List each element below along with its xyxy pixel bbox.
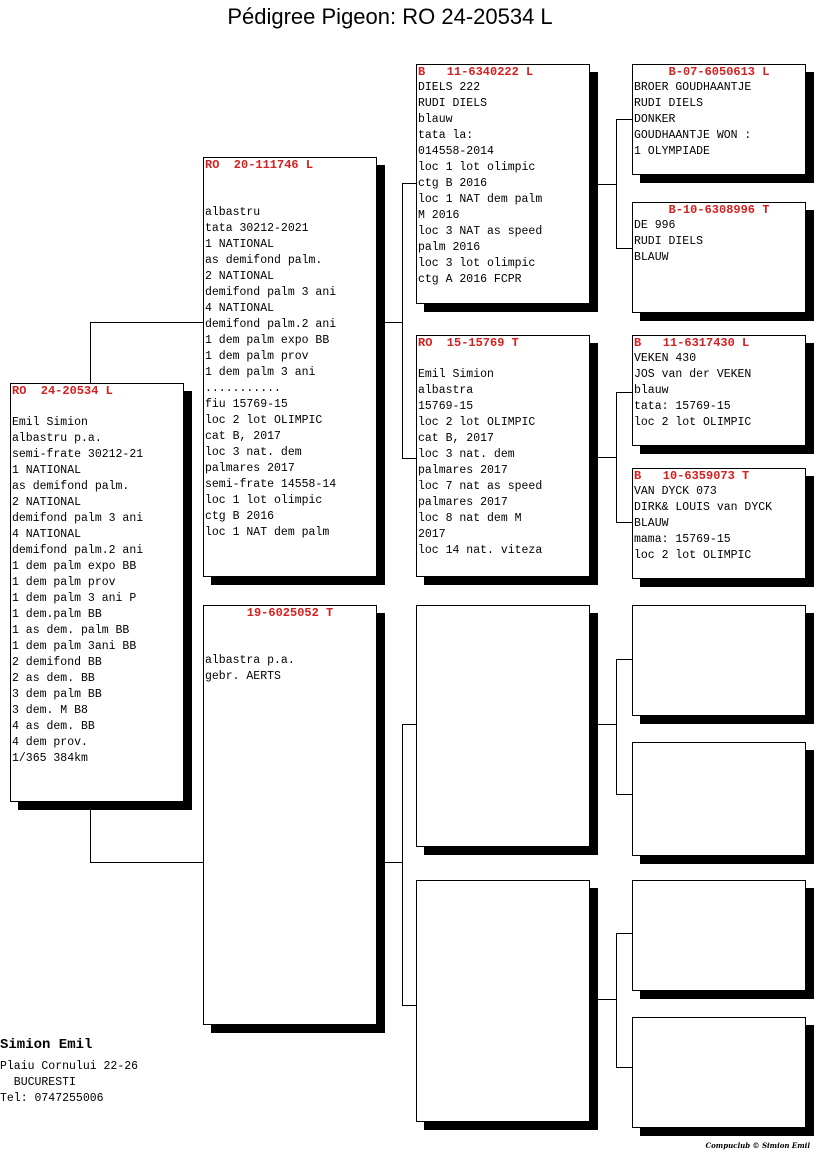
owner-name: Simion Emil <box>0 1037 93 1053</box>
note-line: ctg A 2016 FCPR <box>418 273 522 286</box>
note-line: BLAUW <box>634 251 669 264</box>
note-line: 3 dem. M B8 <box>12 704 88 717</box>
connector <box>402 183 403 459</box>
connector <box>616 794 633 795</box>
note-line: VEKEN 430 <box>634 352 697 365</box>
note-line: as demifond palm. <box>12 480 130 493</box>
subject-card[interactable] <box>10 383 184 802</box>
ring-number: B 11-6317430 L <box>634 336 750 350</box>
note-line: albastra <box>418 384 474 397</box>
connector <box>90 802 91 863</box>
note-line: albastra p.a. <box>205 654 295 667</box>
great-grandparent-card[interactable] <box>632 605 806 716</box>
great-grandparent-card[interactable] <box>632 335 806 446</box>
note-line: fiu 15769-15 <box>205 398 288 411</box>
ring-number: B-07-6050613 L <box>668 65 770 79</box>
note-line <box>418 351 589 367</box>
note-line: Emil Simion <box>12 416 88 429</box>
page-title: Pédigree Pigeon: RO 24-20534 L <box>227 4 553 29</box>
great-grandparent-card[interactable] <box>632 1017 806 1128</box>
note-line: BLAUW <box>634 517 669 530</box>
note-line: loc 2 lot OLIMPIC <box>634 549 752 562</box>
note-line: ctg B 2016 <box>418 177 488 190</box>
note-line: 1 dem palm prov <box>205 350 309 363</box>
note-line: 4 as dem. BB <box>12 720 95 733</box>
note-line: loc 1 lot olimpic <box>205 494 323 507</box>
note-line: loc 7 nat as speed <box>418 480 543 493</box>
note-line: 1 NATIONAL <box>205 238 275 251</box>
great-grandparent-card[interactable] <box>632 64 806 175</box>
dam-card[interactable] <box>203 605 377 1025</box>
sire-sire-card[interactable] <box>416 64 590 304</box>
note-line: 2 NATIONAL <box>205 270 275 283</box>
note-line: 15769-15 <box>418 400 474 413</box>
connector <box>589 724 616 725</box>
note-line: 1 dem palm expo BB <box>205 334 330 347</box>
note-line <box>205 173 376 189</box>
note-line: demifond palm 3 ani <box>12 512 144 525</box>
connector <box>616 659 633 660</box>
note-line: loc 14 nat. viteza <box>418 544 543 557</box>
dam-dam-card[interactable] <box>416 880 590 1122</box>
note-line: demifond palm.2 ani <box>205 318 337 331</box>
connector <box>376 322 402 323</box>
ring-number: 19-6025052 T <box>246 606 334 620</box>
note-line: palmares 2017 <box>418 464 508 477</box>
note-line: 2017 <box>418 528 446 541</box>
note-line: VAN DYCK 073 <box>634 485 717 498</box>
note-line: 1 dem palm prov <box>12 576 116 589</box>
note-line: RUDI DIELS <box>634 235 704 248</box>
great-grandparent-card[interactable] <box>632 742 806 856</box>
note-line: loc 2 lot OLIMPIC <box>205 414 323 427</box>
connector <box>616 248 633 249</box>
note-line: 4 dem prov. <box>12 736 88 749</box>
note-line: semi-frate 30212-21 <box>12 448 144 461</box>
note-line: tata la: <box>418 129 474 142</box>
note-line: 2 NATIONAL <box>12 496 82 509</box>
note-line: blauw <box>418 113 453 126</box>
note-line: blauw <box>634 384 669 397</box>
note-line: semi-frate 14558-14 <box>205 478 337 491</box>
note-line: 2 as dem. BB <box>12 672 95 685</box>
note-line: tata: 15769-15 <box>634 400 731 413</box>
note-line: JOS van der VEKEN <box>634 368 752 381</box>
note-line: 3 dem palm BB <box>12 688 102 701</box>
note-line: 1 dem palm 3 ani P <box>12 592 137 605</box>
connector <box>616 392 633 393</box>
pedigree-notes <box>633 484 805 564</box>
note-line: Emil Simion <box>418 368 494 381</box>
note-line: RUDI DIELS <box>418 97 488 110</box>
sire-dam-card[interactable] <box>416 335 590 577</box>
note-line: 1 as dem. palm BB <box>12 624 130 637</box>
note-line: loc 3 nat. dem <box>418 448 515 461</box>
note-line: gebr. AERTS <box>205 670 281 683</box>
connector <box>589 184 616 185</box>
connector <box>90 322 204 323</box>
connector <box>616 659 617 795</box>
connector <box>402 183 417 184</box>
connector <box>616 933 617 1068</box>
connector <box>402 724 403 1006</box>
note-line: 4 NATIONAL <box>12 528 82 541</box>
owner-address: Plaiu Cornului 22-26 <box>0 1060 139 1073</box>
note-line: loc 3 NAT as speed <box>418 225 543 238</box>
note-line: palmares 2017 <box>205 462 295 475</box>
software-credit: Compuclub © Simion Emil <box>705 1141 810 1150</box>
connector <box>616 392 617 523</box>
note-line: 1 dem palm 3 ani <box>205 366 316 379</box>
note-line: demifond palm 3 ani <box>205 286 337 299</box>
ring-number: RO 24-20534 L <box>12 384 113 398</box>
pedigree-notes <box>11 399 183 767</box>
connector <box>402 458 417 459</box>
note-line <box>205 637 376 653</box>
note-line <box>205 621 376 637</box>
pedigree-notes <box>633 218 805 266</box>
connector <box>589 999 616 1000</box>
note-line: 1 dem.palm BB <box>12 608 102 621</box>
note-line: 4 NATIONAL <box>205 302 275 315</box>
note-line: 014558-2014 <box>418 145 494 158</box>
note-line: 1 dem palm 3ani BB <box>12 640 137 653</box>
note-line: tata 30212-2021 <box>205 222 309 235</box>
note-line: loc 1 NAT dem palm <box>418 193 543 206</box>
note-line: loc 1 NAT dem palm <box>205 526 330 539</box>
connector <box>402 724 417 725</box>
note-line: 2 demifond BB <box>12 656 102 669</box>
note-line: albastru p.a. <box>12 432 102 445</box>
note-line: loc 1 lot olimpic <box>418 161 536 174</box>
note-line: 1 dem palm expo BB <box>12 560 137 573</box>
note-line: palm 2016 <box>418 241 481 254</box>
note-line: GOUDHAANTJE WON : <box>634 129 752 142</box>
ring-number: RO 20-111746 L <box>205 158 314 172</box>
note-line: loc 2 lot OLIMPIC <box>634 416 752 429</box>
note-line <box>12 399 183 415</box>
note-line: ........... <box>205 382 281 395</box>
ring-number: B-10-6308996 T <box>668 203 770 217</box>
note-line: loc 2 lot OLIMPIC <box>418 416 536 429</box>
pedigree-notes <box>204 621 376 685</box>
connector <box>616 119 617 249</box>
pedigree-notes <box>417 80 589 288</box>
great-grandparent-card[interactable] <box>632 202 806 313</box>
note-line: DE 996 <box>634 219 676 232</box>
note-line: cat B, 2017 <box>418 432 494 445</box>
note-line: albastru <box>205 206 261 219</box>
pedigree-notes <box>633 80 805 160</box>
note-line <box>205 189 376 205</box>
dam-sire-card[interactable] <box>416 605 590 847</box>
ring-number: RO 15-15769 T <box>418 336 519 350</box>
pedigree-notes <box>633 351 805 431</box>
sire-card[interactable] <box>203 157 377 577</box>
note-line: DIELS 222 <box>418 81 481 94</box>
note-line: 1/365 384km <box>12 752 88 765</box>
connector <box>616 522 633 523</box>
note-line: BROER GOUDHAANTJE <box>634 81 752 94</box>
note-line: mama: 15769-15 <box>634 533 731 546</box>
connector <box>376 862 402 863</box>
note-line: cat B, 2017 <box>205 430 281 443</box>
ring-number: B 11-6340222 L <box>418 65 534 79</box>
connector <box>616 119 633 120</box>
pedigree-notes <box>204 173 376 541</box>
connector <box>90 322 91 383</box>
note-line: RUDI DIELS <box>634 97 704 110</box>
note-line: ctg B 2016 <box>205 510 275 523</box>
connector <box>616 933 633 934</box>
note-line: demifond palm.2 ani <box>12 544 144 557</box>
owner-phone: Tel: 0747255006 <box>0 1092 104 1105</box>
note-line: loc 3 nat. dem <box>205 446 302 459</box>
note-line: DIRK& LOUIS van DYCK <box>634 501 773 514</box>
note-line: as demifond palm. <box>205 254 323 267</box>
connector <box>90 862 204 863</box>
note-line: M 2016 <box>418 209 460 222</box>
connector <box>616 1067 633 1068</box>
note-line: 1 NATIONAL <box>12 464 82 477</box>
great-grandparent-card[interactable] <box>632 880 806 991</box>
pedigree-notes <box>417 351 589 559</box>
note-line: palmares 2017 <box>418 496 508 509</box>
connector <box>402 1005 417 1006</box>
note-line: DONKER <box>634 113 676 126</box>
note-line: loc 8 nat dem M <box>418 512 522 525</box>
note-line: 1 OLYMPIADE <box>634 145 710 158</box>
great-grandparent-card[interactable] <box>632 468 806 579</box>
note-line: loc 3 lot olimpic <box>418 257 536 270</box>
ring-number: B 10-6359073 T <box>634 469 750 483</box>
connector <box>589 457 616 458</box>
owner-city: BUCURESTI <box>0 1076 76 1089</box>
